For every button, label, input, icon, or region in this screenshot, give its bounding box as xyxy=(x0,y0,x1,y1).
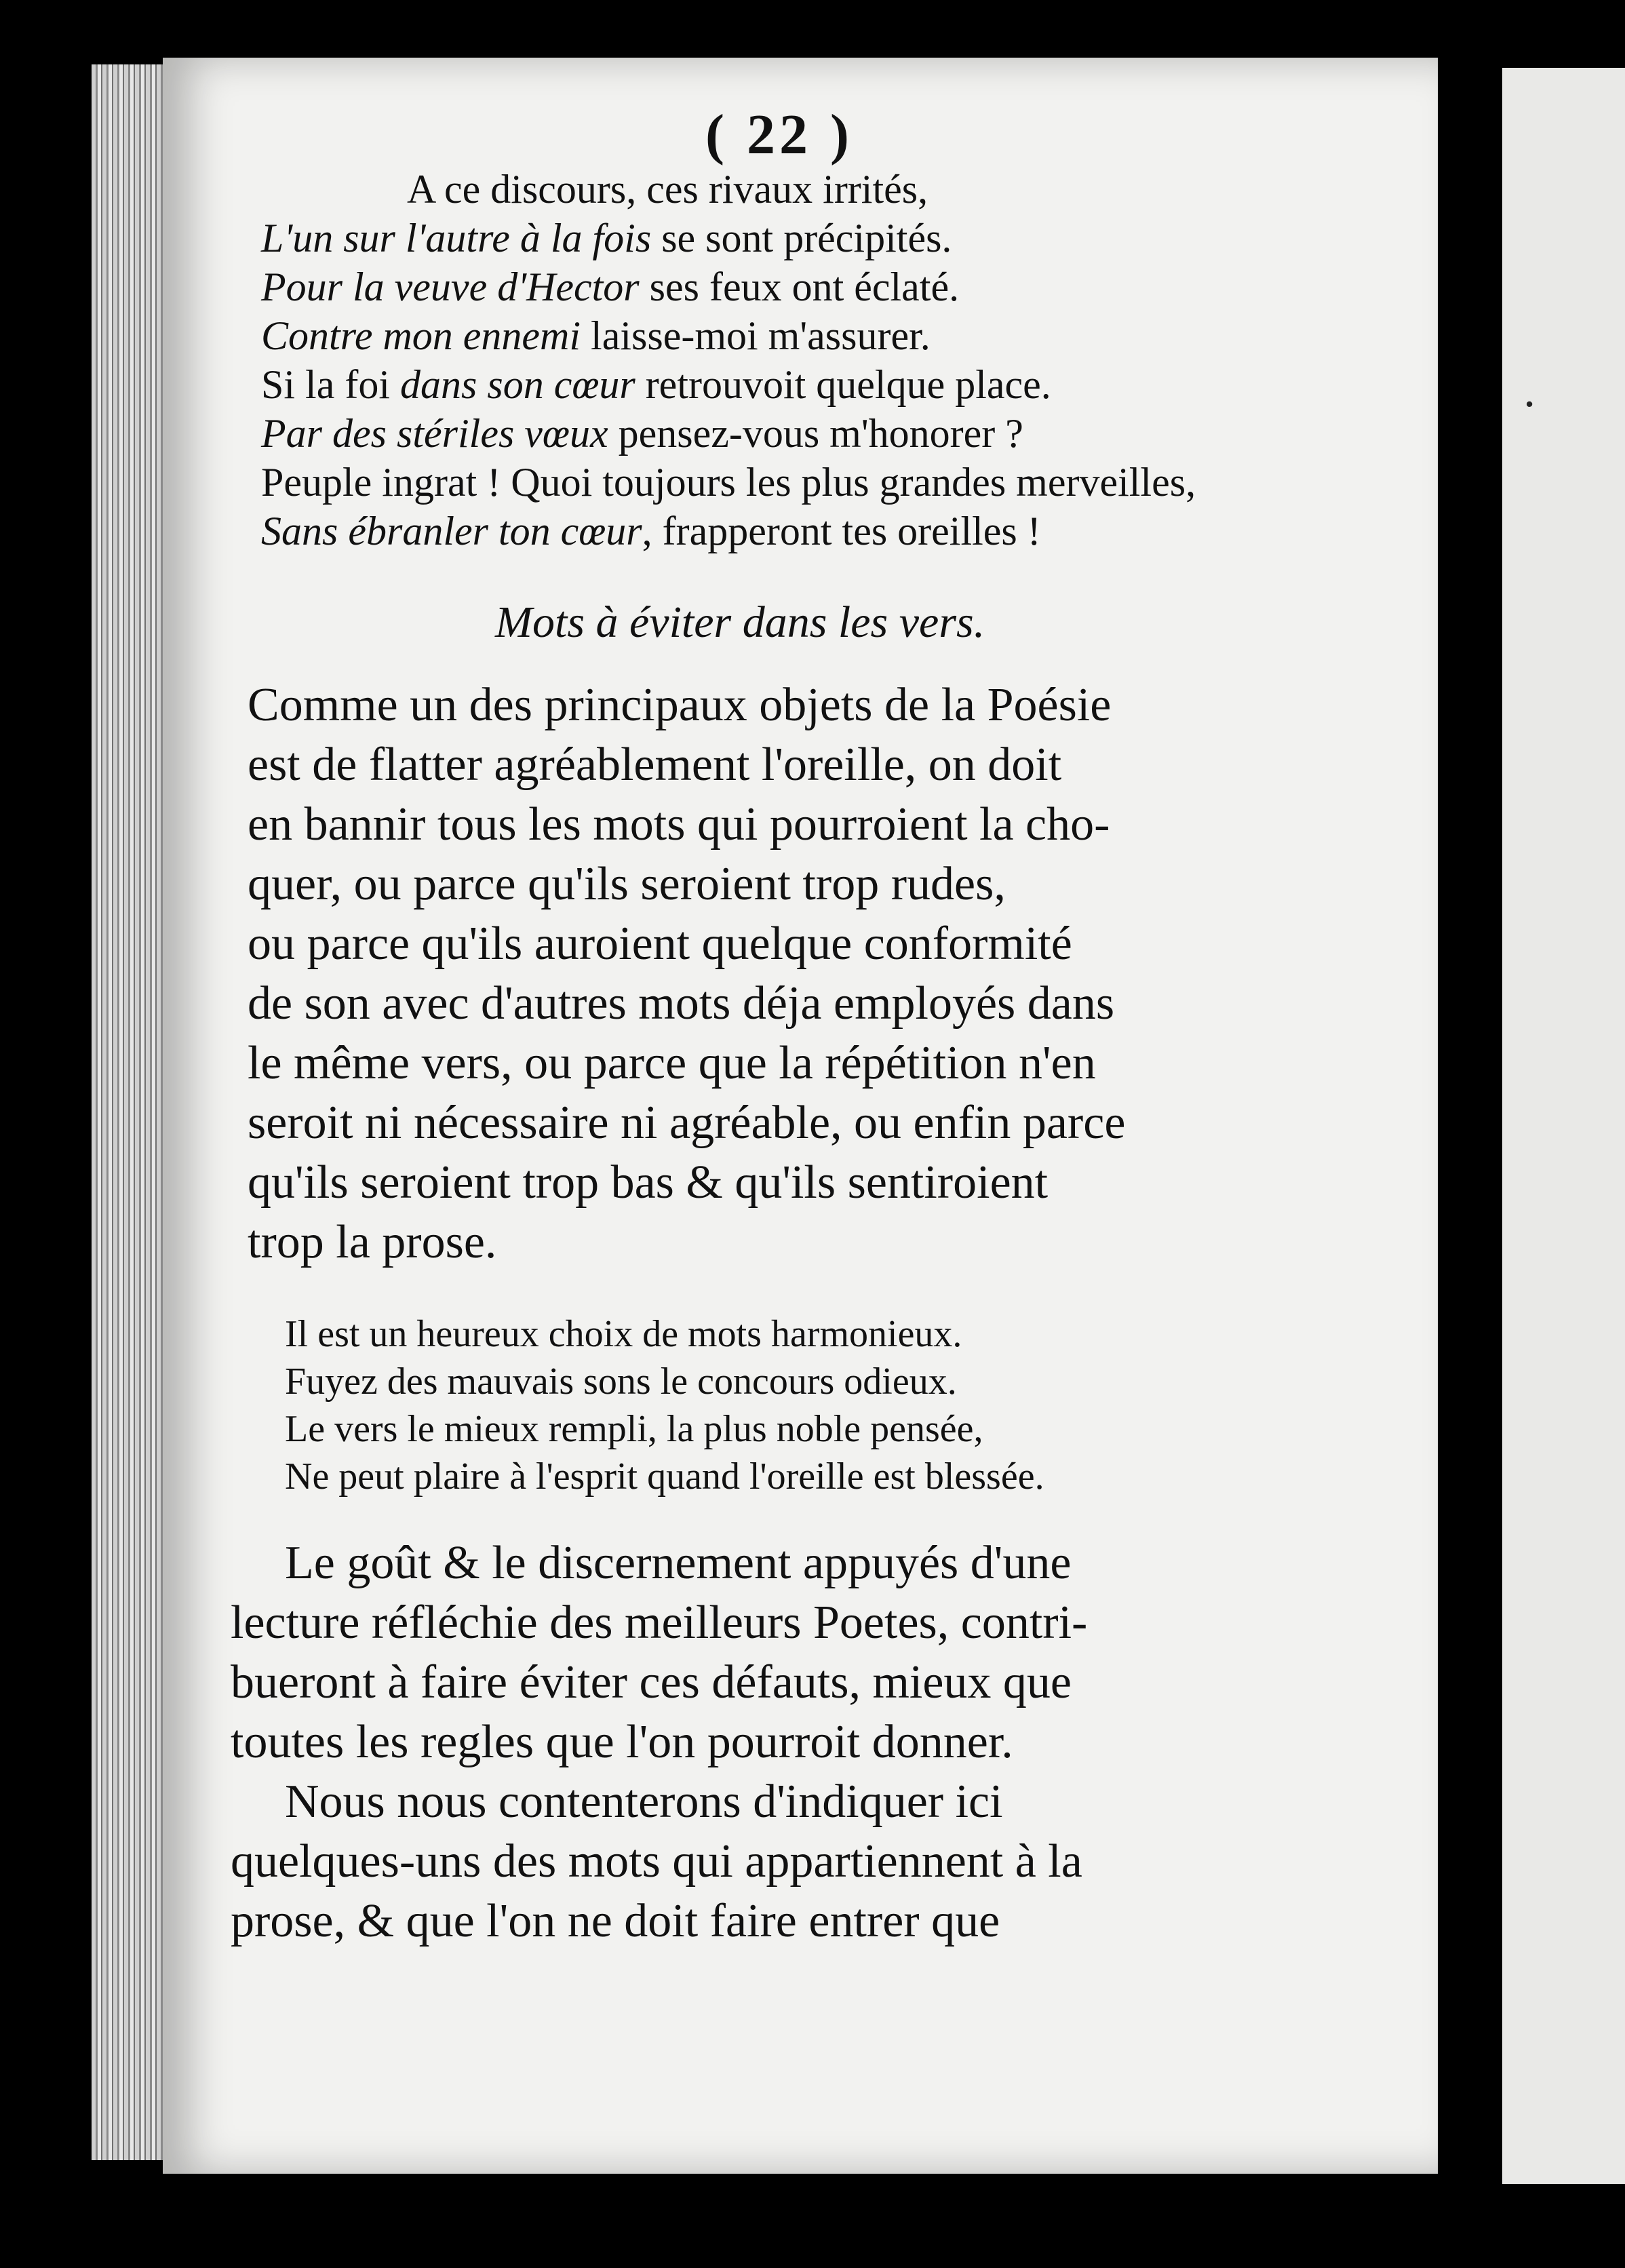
paragraph-line: le même vers, ou parce que la répétition n'en xyxy=(248,1037,1096,1089)
paragraph-line: Le goût & le discernement appuyés d'une xyxy=(285,1537,1072,1589)
paragraph-line: Nous nous contenterons d'indiquer ici xyxy=(285,1776,1003,1828)
verse-line: Pour la veuve d'Hector ses feux ont éclaté. xyxy=(261,265,960,309)
paragraph-line: Comme un des principaux objets de la Poésie xyxy=(248,679,1112,731)
paragraph-line: toutes les regles que l'on pourroit donner. xyxy=(231,1716,1013,1768)
paragraph-line: trop la prose. xyxy=(248,1216,497,1268)
verse-line: Si la foi dans son cœur retrouvoit quelque place. xyxy=(261,362,1051,407)
paragraph-line: bueront à faire éviter ces défauts, mieux que xyxy=(231,1656,1072,1708)
paragraph-line: seroit ni nécessaire ni agréable, ou enfin parce xyxy=(248,1097,1126,1149)
quote-line: Ne peut plaire à l'esprit quand l'oreille est blessée. xyxy=(285,1455,1044,1498)
verse-line: Contre mon ennemi laisse-moi m'assurer. xyxy=(261,313,931,358)
verse-line: Peuple ingrat ! Quoi toujours les plus grandes merveilles, xyxy=(261,460,1196,505)
quote-line: Il est un heureux choix de mots harmonieux. xyxy=(285,1313,962,1355)
paragraph-line: ou parce qu'ils auroient quelque conformité xyxy=(248,918,1072,970)
verse-line: Par des stériles vœux pensez-vous m'honorer ? xyxy=(261,411,1023,456)
quote-line: Le vers le mieux rempli, la plus noble pensée, xyxy=(285,1408,983,1450)
paragraph-line: qu'ils seroient trop bas & qu'ils sentiroient xyxy=(248,1156,1049,1209)
page-number: ( 22 ) xyxy=(705,103,853,166)
verse-line: L'un sur l'autre à la fois se sont précipités. xyxy=(261,216,952,260)
quote-line: Fuyez des mauvais sons le concours odieux. xyxy=(285,1361,957,1403)
facing-page-fragment-mark: · xyxy=(1523,380,1537,430)
paragraph-line: en bannir tous les mots qui pourroient la cho- xyxy=(248,798,1110,850)
paragraph-line: de son avec d'autres mots déja employés dans xyxy=(248,977,1115,1030)
paragraph-line: quelques-uns des mots qui appartiennent à la xyxy=(231,1835,1082,1888)
paragraph-line: lecture réfléchie des meilleurs Poetes, contri- xyxy=(231,1597,1088,1649)
verse-line: A ce discours, ces rivaux irrités, xyxy=(407,167,928,212)
section-title: Mots à éviter dans les vers. xyxy=(495,598,985,647)
verse-line: Sans ébranler ton cœur, frapperont tes oreilles ! xyxy=(261,509,1041,553)
paragraph-line: prose, & que l'on ne doit faire entrer que xyxy=(231,1895,1000,1947)
paragraph-line: quer, ou parce qu'ils seroient trop rudes, xyxy=(248,858,1006,910)
paragraph-line: est de flatter agréablement l'oreille, on doit xyxy=(248,739,1062,791)
